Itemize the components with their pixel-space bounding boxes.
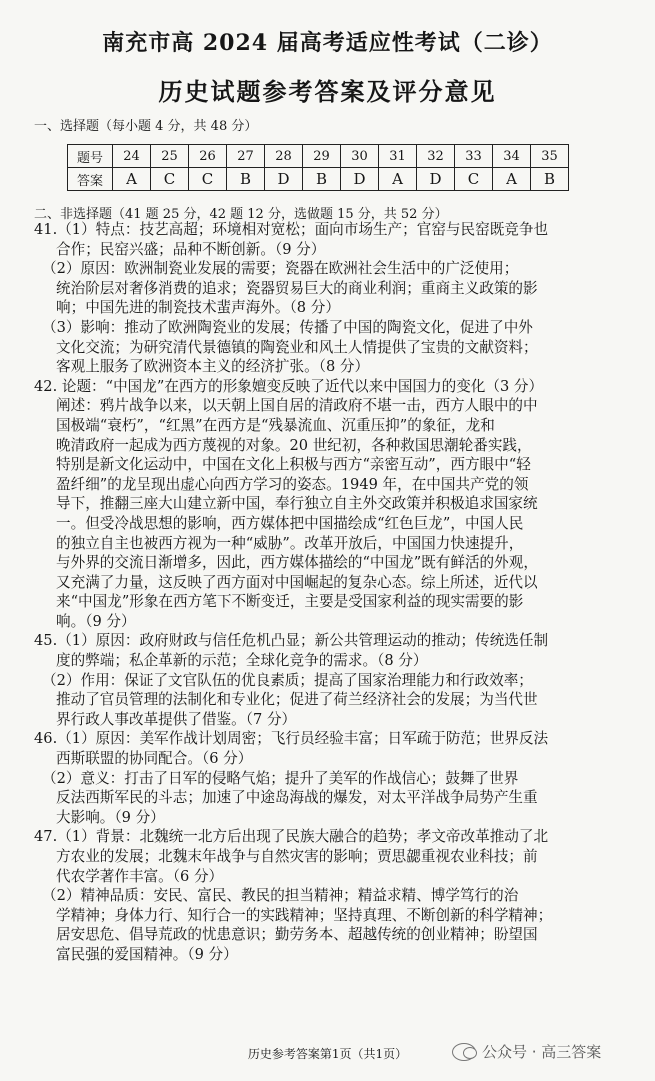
- answer-line: 界行政人事改革提供了借鉴。（7 分）: [56, 710, 297, 728]
- row-label-answer: 答案: [68, 168, 113, 191]
- answer-line: 度的弊端；私企革新的示范；全球化竞争的需求。（8 分）: [56, 652, 428, 670]
- answer-letter: B: [227, 168, 265, 191]
- question-number: 31: [379, 145, 417, 168]
- answer-line: 的独立自主也被西方视为一种“威胁”。改革开放后，中国国力快速提升，: [56, 534, 524, 552]
- answer-line: （2）原因：欧洲制瓷业发展的需要；瓷器在欧洲社会生活中的广泛使用；: [42, 260, 519, 278]
- answer-line: 又充满了力量，这反映了西方面对中国崛起的复杂心态。综上所述，近代以: [56, 573, 538, 591]
- exam-title: 南充市高 2024 届高考适应性考试（二诊）: [102, 30, 553, 56]
- answer-line: 盈纤细”的龙呈现出虚心向西方学习的姿态。1949 年，在中国共产党的领: [56, 475, 529, 493]
- answer-line: （2）意义：打击了日军的侵略气焰；提升了美军的作战信心；鼓舞了世界: [42, 769, 519, 787]
- answer-line: 西斯联盟的协同配合。（6 分）: [56, 750, 253, 768]
- answer-line: 大影响。（9 分）: [56, 808, 165, 826]
- answer-line: 合作；民窑兴盛；品种不断创新。（9 分）: [56, 240, 326, 258]
- answer-line: 统治阶层对奢侈消费的追求；瓷器贸易巨大的商业利润；重商主义政策的影: [56, 279, 538, 297]
- answer-line: （2）精神品质：安民、富民、教民的担当精神；精益求精、博学笃行的治: [42, 887, 519, 905]
- question-number: 28: [265, 145, 303, 168]
- answer-line: 代农学著作丰富。（6 分）: [56, 867, 224, 885]
- watermark: [452, 1041, 601, 1062]
- answer-body: [34, 220, 626, 965]
- answer-letter: A: [113, 168, 151, 191]
- answer-line: 41.（1）特点：技艺高超；环境相对宽松；面向市场生产；官窑与民窑既竞争也: [34, 221, 549, 238]
- answer-line: 富民强的爱国精神。（9 分）: [56, 945, 238, 963]
- answer-line: 47.（1）背景：北魏统一北方后出现了民族大融合的趋势；孝文帝改革推动了北: [34, 828, 549, 846]
- answer-line: （2）作用：保证了文官队伍的优良素质；提高了国家治理能力和行政效率；: [42, 671, 533, 689]
- answer-table: [67, 144, 569, 191]
- answer-line: 客观上服务了欧洲资本主义的经济扩张。（8 分）: [56, 358, 370, 376]
- question-number: 30: [341, 145, 379, 168]
- answer-letter: A: [493, 168, 531, 191]
- answer-line: 晚清政府一起成为西方蔑视的对象。20 世纪初，各种救国思潮轮番实践，: [56, 436, 532, 454]
- answer-line: 特别是新文化运动中，中国在文化上积极与西方“亲密互动”，西方眼中“轻: [56, 456, 531, 474]
- section-1-heading: 一、选择题（每小题 4 分，共 48 分）: [34, 119, 258, 134]
- answer-line: 居安思危、倡导荒政的忧患意识；勤劳务本、超越传统的创业精神；盼望国: [56, 926, 538, 944]
- answer-line: 46.（1）原因：美军作战计划周密；飞行员经验丰富；日军疏于防范；世界反法: [34, 730, 549, 748]
- answer-line: 响；中国先进的制瓷技术蜚声海外。（8 分）: [56, 299, 340, 317]
- answer-letter: D: [265, 168, 303, 191]
- row-label-number: 题号: [68, 145, 113, 168]
- answer-letter: D: [417, 168, 455, 191]
- answer-letter: C: [151, 168, 189, 191]
- answer-line: 方农业的发展；北魏末年战争与自然灾害的影响；贾思勰重视农业科技；前: [56, 848, 538, 865]
- question-number: 29: [303, 145, 341, 168]
- answer-line: 45.（1）原因：政府财政与信任危机凸显；新公共管理运动的推动；传统选任制: [34, 632, 549, 650]
- answer-line: 推动了官员管理的法制化和专业化；促进了荷兰经济社会的发展；为当代世: [56, 691, 538, 709]
- question-number-row: [68, 145, 569, 168]
- question-number: 35: [531, 145, 569, 168]
- answer-letter: A: [379, 168, 417, 191]
- answer-letter: C: [455, 168, 493, 191]
- answer-line: 来“中国龙”形象在西方笔下不断变迁，主要是受国家利益的现实需要的影: [56, 593, 524, 611]
- question-number: 25: [151, 145, 189, 168]
- answer-line: 文化交流；为研究清代景德镇的陶瓷业和风土人情提供了宝贵的文献资料；: [56, 338, 538, 356]
- answer-letter: C: [189, 168, 227, 191]
- answer-line: 导下，推翻三座大山建立新中国，奉行独立自主外交政策并积极追求国家统: [56, 495, 538, 513]
- answer-letter: B: [531, 168, 569, 191]
- answer-row: [68, 168, 569, 191]
- answer-line: 阐述：鸦片战争以来，以天朝上国自居的清政府不堪一击，西方人眼中的中: [56, 397, 538, 415]
- document-subtitle: 历史试题参考答案及评分意见: [158, 77, 497, 106]
- answer-line: 国极端“衰朽”，“红黑”在西方是“残暴流血、沉重压抑”的象征，龙和: [56, 416, 495, 434]
- question-number: 27: [227, 145, 265, 168]
- question-number: 34: [493, 145, 531, 168]
- answer-line: 与外界的交流日渐增多，因此，西方媒体描绘的“中国龙”既有鲜活的外观，: [56, 554, 538, 572]
- answer-line: 一。但受冷战思想的影响，西方媒体把中国描绘成“红色巨龙”，中国人民: [56, 514, 524, 532]
- answer-line: 学精神；身体力行、知行合一的实践精神；坚持真理、不断创新的科学精神；: [56, 906, 553, 924]
- watermark-text: 公众号 · 高三答案: [482, 1043, 602, 1061]
- page-footer: 历史参考答案第1页（共1页）: [247, 1047, 408, 1061]
- answer-line: （3）影响：推动了欧洲陶瓷业的发展；传播了中国的陶瓷文化，促进了中外: [42, 318, 533, 336]
- question-number: 33: [455, 145, 493, 168]
- answer-line: 响。（9 分）: [56, 612, 136, 630]
- question-number: 32: [417, 145, 455, 168]
- question-number: 24: [113, 145, 151, 168]
- answer-letter: D: [341, 168, 379, 191]
- section-2-heading: 二、非选择题（41 题 25 分，42 题 12 分，选做题 15 分，共 52 分）: [34, 207, 448, 222]
- question-number: 26: [189, 145, 227, 168]
- answer-line: 42. 论题：“中国龙”在西方的形象嬗变反映了近代以来中国国力的变化（3 分）: [34, 377, 544, 395]
- answer-letter: B: [303, 168, 341, 191]
- wechat-icon: [452, 1043, 476, 1061]
- answer-line: 反法西斯军民的斗志；加速了中途岛海战的爆发，对太平洋战争局势产生重: [56, 789, 538, 807]
